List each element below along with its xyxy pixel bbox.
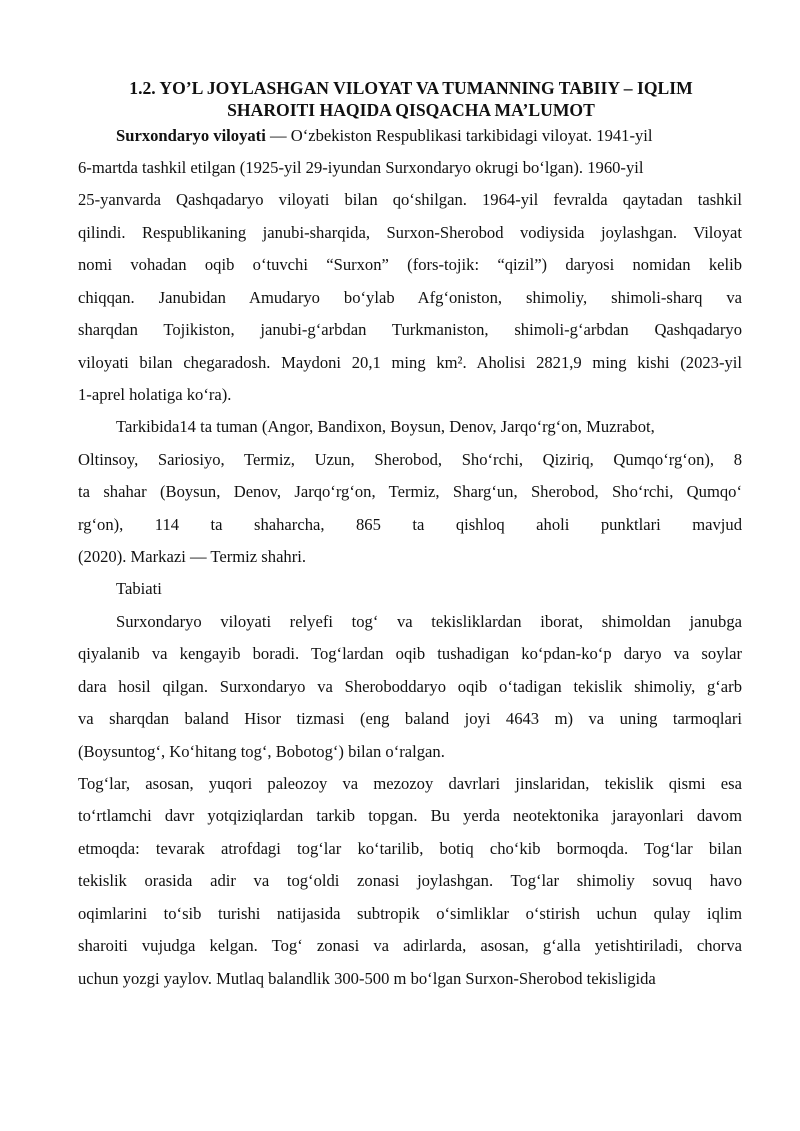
paragraph-3-line: qiyalanib va kengayib boradi. Tog‘lardan oqib tushadigan ko‘pdan-ko‘p daryo va soylar: [78, 644, 742, 663]
paragraph-3-line: (Boysuntog‘, Ko‘hitang tog‘, Bobotog‘) bilan o‘ralgan.: [78, 742, 445, 761]
paragraph-3-line: va sharqdan baland Hisor tizmasi (eng baland joyi 4643 m) va uning tarmoqlari: [78, 709, 742, 728]
paragraph-4-line: uchun yozgi yaylov. Mutlaq balandlik 300-500 m bo‘lgan Surxon-Sherobod tekisligida: [78, 969, 656, 988]
region-name-bold: Surxondaryo viloyati: [116, 126, 266, 145]
paragraph-2-line: rg‘on), 114 ta shaharcha, 865 ta qishloq aholi punktlari mavjud: [78, 515, 742, 534]
paragraph-2-line: (2020). Markazi — Termiz shahri.: [78, 547, 307, 566]
paragraph-4-line: Tog‘lar, asosan, yuqori paleozoy va mezozoy davrlari jinslaridan, tekislik qismi esa: [78, 774, 742, 793]
paragraph-1-line: 1-aprel holatiga ko‘ra).: [78, 385, 232, 404]
paragraph-1-line: viloyati bilan chegaradosh. Maydoni 20,1 ming km². Aholisi 2821,9 ming kishi (2023-yil: [78, 353, 742, 372]
paragraph-1-lead-rest: — O‘zbekiston Respublikasi tarkibidagi viloyat. 1941-yil: [265, 126, 653, 145]
paragraph-1-line: chiqqan. Janubidan Amudaryo bo‘ylab Afg‘oniston, shimoliy, shimoli-sharq va: [78, 288, 742, 307]
section-title-line-1: 1.2. YO’L JOYLASHGAN VILOYAT VA TUMANNING TABIIY – IQLIM: [129, 78, 693, 98]
paragraph-1-line: 25-yanvarda Qashqadaryo viloyati bilan qo‘shilgan. 1964-yil fevralda qaytadan tashkil: [78, 190, 742, 209]
paragraph-2-line: Oltinsoy, Sariosiyo, Termiz, Uzun, Sherobod, Sho‘rchi, Qiziriq, Qumqo‘rg‘on), 8: [78, 450, 742, 469]
paragraph-4-line: sharoiti vujudga kelgan. Tog‘ zonasi va adirlarda, asosan, g‘alla yetishtiriladi, chorva: [78, 936, 742, 955]
paragraph-1-line: qilindi. Respublikaning janubi-sharqida, Surxon-Sherobod vodiysida joylashgan. Viloyat: [78, 223, 742, 242]
paragraph-4-line: to‘rtlamchi davr yotqiziqlardan tarkib topgan. Bu yerda neotektonika jarayonlari davom: [78, 806, 742, 825]
paragraph-2-line: Tarkibida14 ta tuman (Angor, Bandixon, Boysun, Denov, Jarqo‘rg‘on, Muzrabot,: [116, 417, 655, 436]
paragraph-1-line: nomi vohadan oqib o‘tuvchi “Surxon” (fors-tojik: “qizil”) daryosi nomidan kelib: [78, 255, 742, 274]
section-title-line-2: SHAROITI HAQIDA QISQACHA MA’LUMOT: [227, 100, 595, 120]
paragraph-1-line: sharqdan Tojikiston, janubi-g‘arbdan Turkmaniston, shimoli-g‘arbdan Qashqadaryo: [78, 320, 742, 339]
paragraph-1-first-line: [116, 125, 742, 147]
paragraph-4-line: etmoqda: tevarak atrofdagi tog‘lar ko‘tarilib, botiq cho‘kib bormoqda. Tog‘lar bilan: [78, 839, 742, 858]
paragraph-3-line: Surxondaryo viloyati relyefi tog‘ va tekisliklardan iborat, shimoldan janubga: [116, 612, 742, 631]
paragraph-4-line: oqimlarini to‘sib turishi natijasida subtropik o‘simliklar o‘stirish uchun qulay iqlim: [78, 904, 742, 923]
section-heading-tabiati: Tabiati: [116, 579, 162, 598]
paragraph-3-line: dara hosil qilgan. Surxondaryo va Sheroboddaryo oqib o‘tadigan tekislik shimoliy, g‘arb: [78, 677, 742, 696]
paragraph-4-line: tekislik orasida adir va tog‘oldi zonasi joylashgan. Tog‘lar shimoliy sovuq havo: [78, 871, 742, 890]
paragraph-1-line: 6-martda tashkil etilgan (1925-yil 29-iyundan Surxondaryo okrugi bo‘lgan). 1960-yil: [78, 158, 644, 177]
paragraph-2-line: ta shahar (Boysun, Denov, Jarqo‘rg‘on, Termiz, Sharg‘un, Sherobod, Sho‘rchi, Qumqo‘: [78, 482, 742, 501]
